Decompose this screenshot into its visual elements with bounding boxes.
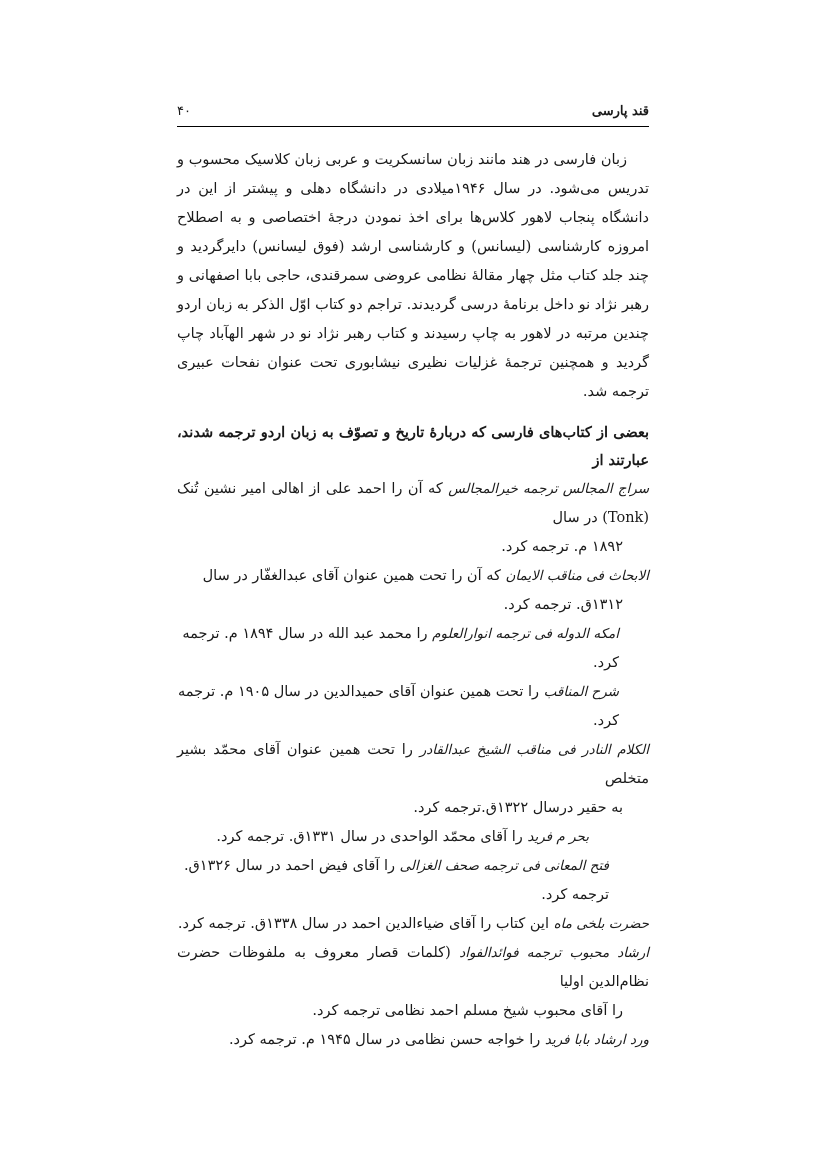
book-title-callig: الابحاث فی مناقب الایمان [505,568,649,584]
item-text: را محمد عبد الله در سال ۱۸۹۴ م. ترجمه کرد. [182,626,619,671]
list-item [177,939,649,1026]
list-item [177,678,649,736]
book-title-callig: حضرت بلخی ماه [553,916,649,932]
list-item [177,1026,649,1055]
item-text: که آن را تحت همین عنوان آقای عبدالغفّار در سال [202,568,501,584]
list-item [177,852,649,910]
item-continuation: به حقیر درسال ۱۳۲۲ق.ترجمه کرد. [413,800,623,816]
book-list [177,475,649,1055]
intro-paragraph: زبان فارسی در هند مانند زبان سانسکریت و عربی زبان کلاسیک محسوب و تدریس می‌شود. در سال ۱۹۴۶میلادی در دانشگاه دهلی و پیشتر از این در دانشگاه پنجاب لاهور کلاس‌ها برای اخذ نمودن درجهٔ اختصاصی و به اصطلاح امروزه کارشناسی (لیسانس) و کارشناسی ارشد (فوق لیسانس) دایرگردید و چند جلد کتاب مثل چهار مقالهٔ نظامی عروضی سمرقندی، حاجی بابا اصفهانی و رهبر نژاد نو داخل برنامهٔ درسی گردیدند. تراجم دو کتاب اوّل الذکر به زبان اردو چندین مرتبه در لاهور به چاپ رسیدند و کتاب رهبر نژاد نو در شهر الهآباد چاپ گردید و همچنین ترجمهٔ غزلیات نظیری نیشابوری تحت عنوان نفحات عبیری ترجمه شد. [177,152,649,400]
item-text: را آقای محمّد الواحدی در سال ۱۳۳۱ق. ترجمه کرد. [216,829,523,845]
book-title-callig: سراج المجالس ترجمه خیرالمجالس [448,481,650,497]
item-text: را خواجه حسن نظامی در سال ۱۹۴۵ م. ترجمه کرد. [228,1032,541,1048]
list-item [177,736,649,823]
list-item [177,910,649,939]
book-title-callig: فتح المعانی فی ترجمه صحف الغزالی [399,858,609,874]
list-item [177,562,649,620]
section-heading: بعضی از کتاب‌های فارسی که دربارهٔ تاریخ و تصوّف به زبان اردو ترجمه شدند، عبارتند از [177,424,649,469]
item-continuation: را آقای محبوب شیخ مسلم احمد نظامی ترجمه کرد. [312,1003,623,1019]
page-body [177,146,649,1055]
book-title-callig: ارشاد محبوب ترجمه فوائدالفواد [459,945,650,961]
book-title-callig: شرح المناقب [543,684,619,700]
list-item [177,475,649,562]
book-title-callig: الکلام النادر فی مناقب الشیخ عبدالقادر [419,742,649,758]
book-title-callig: بحر م فرید [527,829,589,845]
list-item [177,620,649,678]
item-text: که آن را احمد علی از اهالی امیر نشین تُنک (Tonk) در سال [177,481,649,526]
running-header [177,100,649,127]
list-item [177,823,649,852]
book-title-callig: ورد ارشاد بابا فرید [544,1032,649,1048]
page-number: ۴۰ [177,104,191,119]
item-text: را آقای فیض احمد در سال ۱۳۲۶ق. ترجمه کرد. [183,858,609,903]
item-text: این کتاب را آقای ضیاءالدین احمد در سال ۱۳۳۸ق. ترجمه کرد. [177,916,549,932]
item-continuation: ۱۸۹۲ م. ترجمه کرد. [501,539,623,555]
item-text: را تحت همین عنوان آقای محمّد بشیر متخلص [177,742,649,787]
item-text: را تحت همین عنوان آقای حمیدالدین در سال ۱۹۰۵ م. ترجمه کرد. [177,684,619,729]
book-title-callig: امکه الدوله فی ترجمه انوارالعلوم [432,626,619,642]
item-text: (کلمات قصار معروف به ملفوظات حضرت نظام‌الدین اولیا [177,945,649,990]
book-title: قند پارسی [591,104,649,119]
item-continuation: ۱۳۱۲ق. ترجمه کرد. [503,597,623,613]
